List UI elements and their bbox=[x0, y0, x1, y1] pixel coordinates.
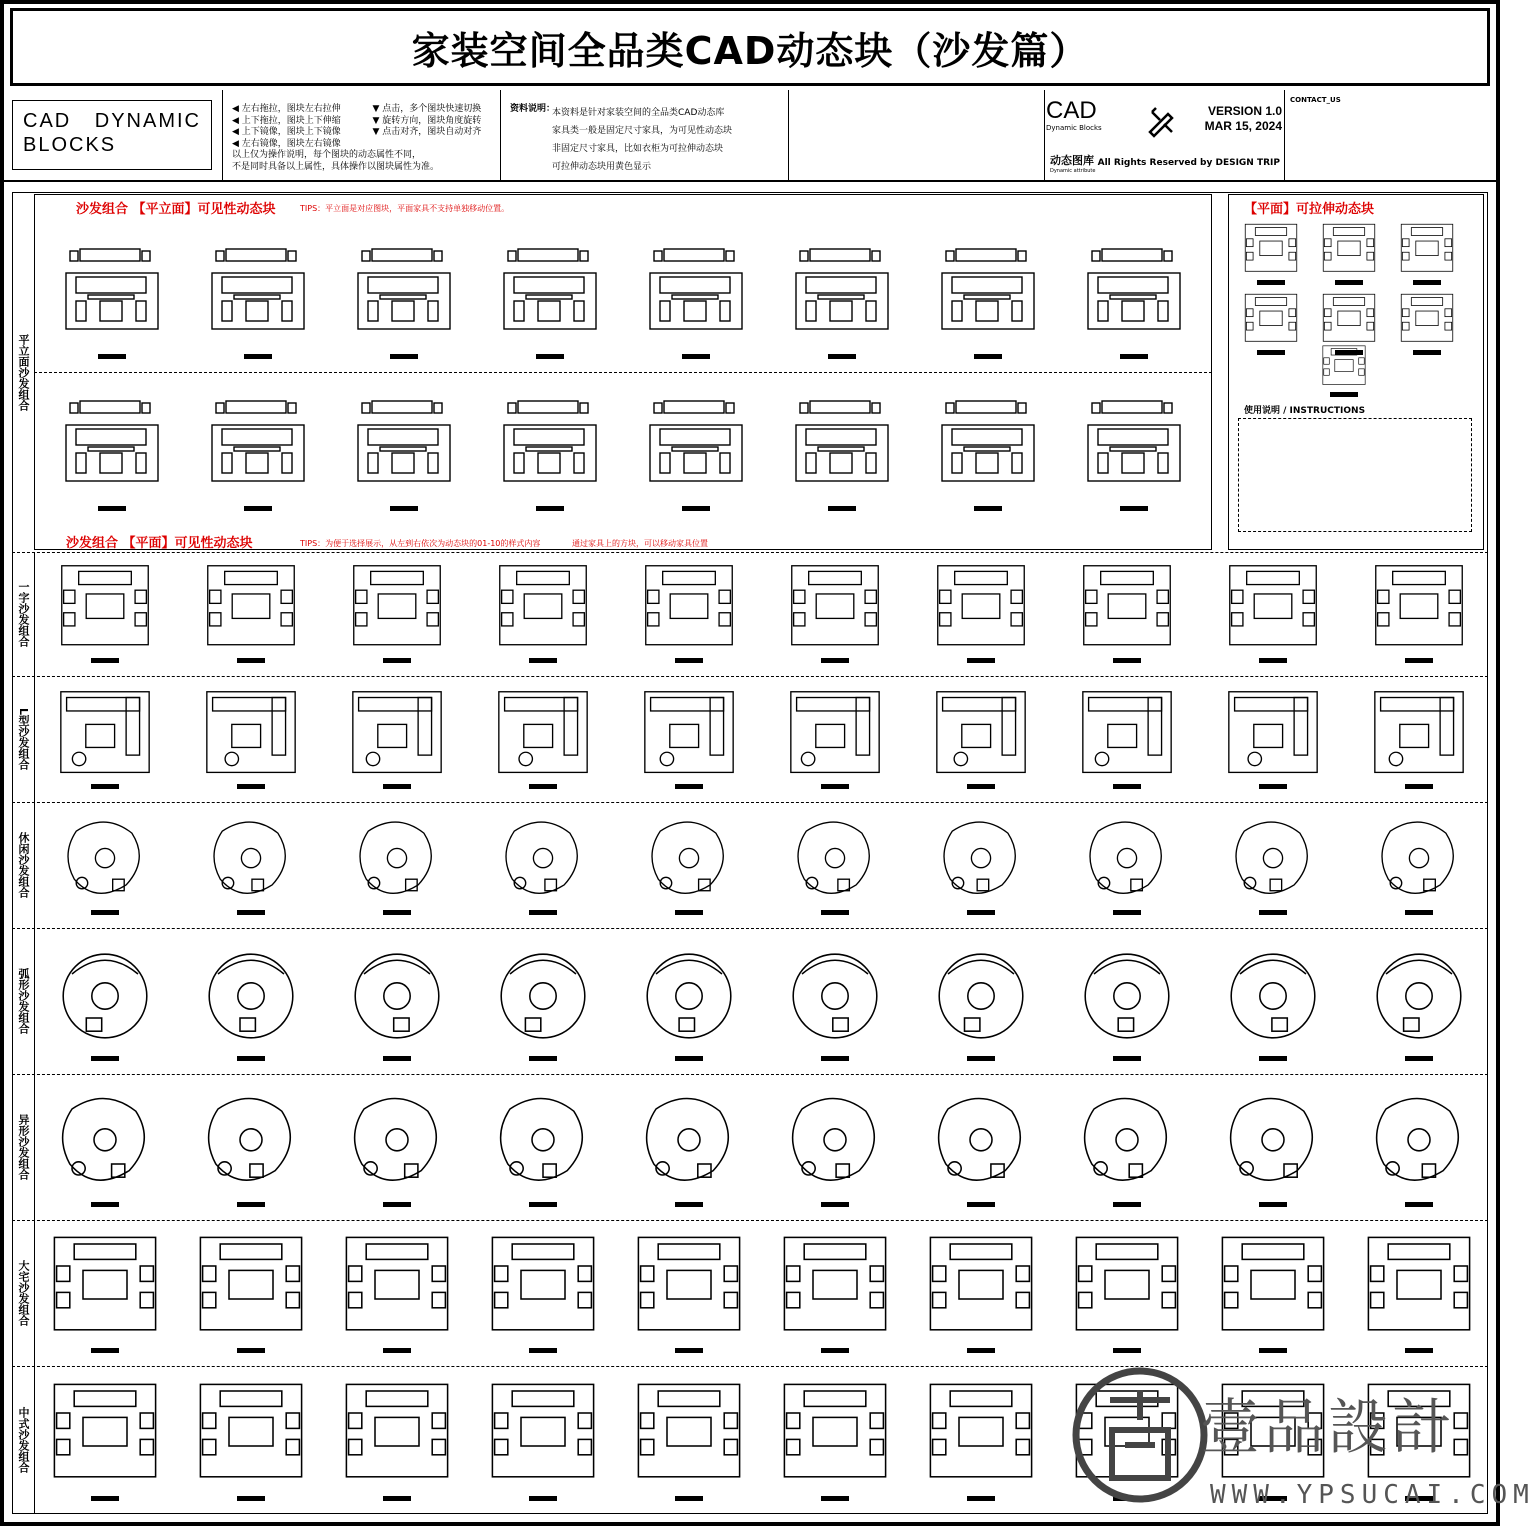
plan-sofa-block[interactable] bbox=[50, 1084, 160, 1200]
block-tag bbox=[1405, 784, 1433, 789]
block-tag bbox=[237, 658, 265, 663]
cad-brand-sub: Dynamic Blocks bbox=[1046, 124, 1102, 132]
block-tag bbox=[1120, 506, 1148, 511]
block-tag bbox=[383, 784, 411, 789]
plan-sofa-block[interactable] bbox=[50, 812, 160, 908]
plan-sofa-block[interactable] bbox=[50, 1376, 160, 1494]
block-tag bbox=[675, 658, 703, 663]
block-tag bbox=[529, 1496, 557, 1501]
block-tag bbox=[91, 1056, 119, 1061]
block-tag bbox=[98, 354, 126, 359]
elev-sofa-block[interactable] bbox=[646, 222, 746, 352]
block-tag bbox=[91, 784, 119, 789]
block-tag bbox=[828, 506, 856, 511]
op-note: 以上仅为操作说明，每个图块的动态属性不同， bbox=[232, 150, 422, 160]
block-tag bbox=[675, 1202, 703, 1207]
block-tag bbox=[383, 658, 411, 663]
plan-sofa-block[interactable] bbox=[488, 686, 598, 782]
plan-sofa-block[interactable] bbox=[926, 938, 1036, 1054]
block-tag bbox=[682, 354, 710, 359]
block-tag bbox=[1259, 784, 1287, 789]
row-side-label: L型沙发组合 bbox=[17, 707, 30, 770]
plan-sofa-block[interactable] bbox=[1364, 938, 1474, 1054]
block-tag bbox=[1113, 910, 1141, 915]
block-tag bbox=[98, 506, 126, 511]
block-tag bbox=[244, 506, 272, 511]
block-tag bbox=[237, 910, 265, 915]
op-note-right: ▼ 点击对齐，图块自动对齐 bbox=[372, 127, 482, 137]
plan-sofa-block[interactable] bbox=[1218, 562, 1328, 656]
row-divider bbox=[12, 928, 1488, 929]
block-tag bbox=[1259, 1202, 1287, 1207]
row-divider bbox=[12, 552, 1488, 553]
library-title: 动态图库 bbox=[1050, 154, 1094, 167]
right-panel-label: 【平面】可拉伸动态块 bbox=[1244, 202, 1375, 217]
op-note-right: ▼ 点击，多个图块快速切换 bbox=[372, 104, 482, 114]
date-text: MAR 15, 2024 bbox=[1204, 119, 1282, 133]
plan-sofa-block[interactable] bbox=[488, 938, 598, 1054]
block-tag bbox=[91, 658, 119, 663]
row-divider bbox=[12, 1220, 1488, 1221]
plan-sofa-block[interactable] bbox=[488, 1376, 598, 1494]
plan-section-tips2: 通过家具上的方块，可以移动家具位置 bbox=[572, 539, 708, 548]
block-tag bbox=[237, 784, 265, 789]
plan-sofa-block[interactable] bbox=[926, 1084, 1036, 1200]
block-tag bbox=[1113, 658, 1141, 663]
block-tag bbox=[967, 658, 995, 663]
plan-sofa-block[interactable] bbox=[780, 686, 890, 782]
logo-word-blocks: BLOCKS bbox=[23, 134, 117, 156]
block-tag bbox=[821, 910, 849, 915]
elev-sofa-block[interactable] bbox=[792, 222, 892, 352]
plan-sofa-block[interactable] bbox=[488, 1230, 598, 1346]
row-side-label: 一字沙发组合 bbox=[17, 581, 30, 647]
plan-sofa-block[interactable] bbox=[1218, 1230, 1328, 1346]
block-tag bbox=[821, 658, 849, 663]
op-note: ◀ 左右镜像，图块左右镜像 bbox=[232, 138, 341, 149]
plan-sofa-block[interactable] bbox=[50, 1230, 160, 1346]
row-side-label: 中式沙发组合 bbox=[17, 1407, 30, 1473]
block-tag bbox=[967, 1348, 995, 1353]
block-tag bbox=[91, 910, 119, 915]
plan-sofa-block[interactable] bbox=[780, 562, 890, 656]
plan-section-tips: TIPS：为便于选择展示，从左到右依次为动态块的01-10的样式内容 bbox=[300, 539, 541, 548]
plan-sofa-block[interactable] bbox=[50, 562, 160, 656]
plan-sofa-block[interactable] bbox=[196, 1230, 306, 1346]
version-block bbox=[1142, 104, 1282, 144]
block-tag bbox=[974, 506, 1002, 511]
stretch-block[interactable] bbox=[1318, 292, 1380, 348]
elev-sofa-block[interactable] bbox=[62, 222, 162, 352]
stretch-block[interactable] bbox=[1244, 344, 1444, 390]
block-tag bbox=[529, 910, 557, 915]
block-tag bbox=[237, 1496, 265, 1501]
block-tag bbox=[1113, 1348, 1141, 1353]
notes-title: 资料说明： bbox=[510, 104, 556, 114]
plan-sofa-block[interactable] bbox=[342, 686, 452, 782]
block-tag bbox=[1259, 658, 1287, 663]
plan-sofa-block[interactable] bbox=[342, 1230, 452, 1346]
plan-sofa-block[interactable] bbox=[926, 1230, 1036, 1346]
page-title: 家装空间全品类CAD动态块（沙发篇） bbox=[411, 28, 1089, 73]
elev-sofa-block[interactable] bbox=[500, 222, 600, 352]
plan-sofa-block[interactable] bbox=[488, 562, 598, 656]
plan-sofa-block[interactable] bbox=[50, 938, 160, 1054]
elev-section-tips: TIPS：平立面是对应图块，平面家具不支持单独移动位置。 bbox=[300, 204, 510, 213]
block-tag bbox=[536, 354, 564, 359]
plan-sofa-block[interactable] bbox=[780, 812, 890, 908]
block-tag bbox=[967, 1202, 995, 1207]
plan-sofa-block[interactable] bbox=[1364, 562, 1474, 656]
block-tag bbox=[1259, 910, 1287, 915]
stretch-block[interactable] bbox=[1396, 292, 1458, 348]
block-tag bbox=[1335, 280, 1363, 285]
block-tag bbox=[967, 910, 995, 915]
block-tag bbox=[91, 1202, 119, 1207]
row-divider bbox=[12, 1074, 1488, 1075]
block-tag bbox=[1257, 280, 1285, 285]
elev-sofa-block[interactable] bbox=[792, 374, 892, 504]
block-tag bbox=[1405, 1056, 1433, 1061]
block-tag bbox=[675, 910, 703, 915]
block-tag bbox=[91, 1496, 119, 1501]
elev-sofa-block[interactable] bbox=[938, 374, 1038, 504]
plan-sofa-block[interactable] bbox=[342, 938, 452, 1054]
elev-sofa-block[interactable] bbox=[354, 222, 454, 352]
row-side-label: 休闲沙发组合 bbox=[17, 832, 30, 898]
library-sub: Dynamic attribute bbox=[1050, 168, 1096, 174]
block-tag bbox=[237, 1056, 265, 1061]
block-tag bbox=[383, 1496, 411, 1501]
plan-sofa-block[interactable] bbox=[1072, 812, 1182, 908]
block-tag bbox=[675, 1348, 703, 1353]
elev-sofa-block[interactable] bbox=[208, 222, 308, 352]
plan-sofa-block[interactable] bbox=[1218, 686, 1328, 782]
stretch-block[interactable] bbox=[1318, 222, 1380, 278]
plan-sofa-block[interactable] bbox=[196, 938, 306, 1054]
material-note: 可拉伸动态块用黄色显示 bbox=[552, 162, 652, 172]
block-tag bbox=[1259, 1056, 1287, 1061]
block-tag bbox=[1120, 354, 1148, 359]
elev-section-label: 沙发组合 【平立面】可见性动态块 bbox=[76, 202, 276, 217]
block-tag bbox=[828, 354, 856, 359]
logo-word-dynamic: DYNAMIC bbox=[94, 110, 201, 132]
block-tag bbox=[529, 658, 557, 663]
plan-sofa-block[interactable] bbox=[342, 1376, 452, 1494]
plan-sofa-block[interactable] bbox=[634, 1084, 744, 1200]
block-tag bbox=[237, 1348, 265, 1353]
rights-text: All Rights Reserved by DESIGN TRIP bbox=[1097, 158, 1280, 168]
plan-section-label: 沙发组合 【平面】可见性动态块 bbox=[66, 536, 253, 551]
block-tag bbox=[675, 784, 703, 789]
plan-sofa-block[interactable] bbox=[1072, 938, 1182, 1054]
row-side-label: 弧形沙发组合 bbox=[17, 968, 30, 1034]
elev-sofa-block[interactable] bbox=[938, 222, 1038, 352]
elev-sofa-block[interactable] bbox=[646, 374, 746, 504]
op-note: ◀ 左右拖拉，图块左右拉伸 bbox=[232, 104, 341, 114]
plan-sofa-block[interactable] bbox=[634, 938, 744, 1054]
block-tag bbox=[91, 1348, 119, 1353]
block-tag bbox=[383, 1056, 411, 1061]
plan-sofa-block[interactable] bbox=[50, 686, 160, 782]
plan-sofa-block[interactable] bbox=[196, 562, 306, 656]
plan-sofa-block[interactable] bbox=[926, 562, 1036, 656]
plan-sofa-block[interactable] bbox=[1072, 686, 1182, 782]
row-divider bbox=[12, 676, 1488, 677]
stretch-block[interactable] bbox=[1240, 292, 1302, 348]
elev-sofa-block[interactable] bbox=[354, 374, 454, 504]
library-line bbox=[1050, 152, 1280, 174]
elev-sofa-block[interactable] bbox=[62, 374, 162, 504]
op-note: 不是同时具备以上属性，具体操作以图块属性为准。 bbox=[232, 161, 440, 172]
plan-sofa-block[interactable] bbox=[488, 1084, 598, 1200]
cad-dynamic-logo bbox=[12, 100, 212, 170]
block-tag bbox=[974, 354, 1002, 359]
block-tag bbox=[821, 1202, 849, 1207]
plan-sofa-block[interactable] bbox=[1218, 1084, 1328, 1200]
block-tag bbox=[821, 1056, 849, 1061]
op-note: ◀ 上下镜像，图块上下镜像 bbox=[232, 127, 341, 137]
plan-sofa-block[interactable] bbox=[634, 686, 744, 782]
block-tag bbox=[1405, 1202, 1433, 1207]
plan-sofa-block[interactable] bbox=[1072, 562, 1182, 656]
block-tag bbox=[529, 1348, 557, 1353]
material-notes bbox=[510, 100, 780, 176]
block-tag bbox=[529, 1056, 557, 1061]
row-side-label: 大宅沙发组合 bbox=[17, 1260, 30, 1326]
side-column-line bbox=[34, 552, 35, 1514]
title-bar bbox=[10, 8, 1490, 86]
block-tag bbox=[675, 1056, 703, 1061]
block-tag bbox=[1405, 910, 1433, 915]
plan-sofa-block[interactable] bbox=[1364, 1230, 1474, 1346]
row-divider bbox=[12, 802, 1488, 803]
plan-sofa-block[interactable] bbox=[634, 1376, 744, 1494]
plan-sofa-block[interactable] bbox=[1364, 686, 1474, 782]
block-tag bbox=[821, 1496, 849, 1501]
op-note-right: ▼ 旋转方向，图块角度旋转 bbox=[372, 115, 482, 126]
block-tag bbox=[821, 784, 849, 789]
block-tag bbox=[244, 354, 272, 359]
watermark-url: WWW.YPSUCAI.COM bbox=[1210, 1480, 1535, 1510]
plan-sofa-block[interactable] bbox=[196, 686, 306, 782]
instructions-box bbox=[1238, 418, 1472, 532]
plan-sofa-block[interactable] bbox=[1364, 812, 1474, 908]
cad-brand-word: CAD bbox=[1046, 97, 1097, 124]
block-tag bbox=[675, 1496, 703, 1501]
block-tag bbox=[529, 1202, 557, 1207]
plan-sofa-block[interactable] bbox=[488, 812, 598, 908]
elev-sofa-block[interactable] bbox=[1084, 374, 1184, 504]
block-tag bbox=[967, 784, 995, 789]
version-text: VERSION 1.0 bbox=[1207, 104, 1282, 118]
plan-sofa-block[interactable] bbox=[780, 1376, 890, 1494]
block-tag bbox=[383, 1202, 411, 1207]
elev-sofa-block[interactable] bbox=[208, 374, 308, 504]
contact-label: CONTACT_US bbox=[1290, 96, 1341, 104]
row-side-label: 平立面沙发组合 bbox=[17, 333, 30, 411]
row-side-label: 异形沙发组合 bbox=[17, 1114, 30, 1180]
operation-notes bbox=[232, 104, 492, 173]
plan-sofa-block[interactable] bbox=[926, 812, 1036, 908]
block-tag bbox=[536, 506, 564, 511]
logo-word-cad: CAD bbox=[23, 110, 72, 132]
block-tag bbox=[1405, 658, 1433, 663]
op-note: ◀ 上下拖拉，图块上下伸缩 bbox=[232, 115, 341, 126]
block-tag bbox=[1413, 280, 1441, 285]
plan-sofa-block[interactable] bbox=[342, 812, 452, 908]
plan-sofa-block[interactable] bbox=[1218, 938, 1328, 1054]
block-tag bbox=[682, 506, 710, 511]
material-note: 家具类一般是固定尺寸家具，为可见性动态块 bbox=[552, 126, 733, 136]
block-tag bbox=[967, 1056, 995, 1061]
watermark-text: 壹品設計 bbox=[1200, 1393, 1456, 1463]
block-tag bbox=[967, 1496, 995, 1501]
block-tag bbox=[383, 910, 411, 915]
plan-sofa-block[interactable] bbox=[196, 812, 306, 908]
elev-sofa-block[interactable] bbox=[500, 374, 600, 504]
plan-sofa-block[interactable] bbox=[1072, 1084, 1182, 1200]
block-tag bbox=[390, 354, 418, 359]
plan-sofa-block[interactable] bbox=[634, 812, 744, 908]
block-tag bbox=[237, 1202, 265, 1207]
plan-sofa-block[interactable] bbox=[1218, 812, 1328, 908]
plan-sofa-block[interactable] bbox=[926, 1376, 1036, 1494]
plan-sofa-block[interactable] bbox=[926, 686, 1036, 782]
stretch-block[interactable] bbox=[1396, 222, 1458, 278]
plan-sofa-block[interactable] bbox=[780, 1230, 890, 1346]
plan-sofa-block[interactable] bbox=[634, 562, 744, 656]
elev-sofa-block[interactable] bbox=[1084, 222, 1184, 352]
block-tag bbox=[1330, 392, 1358, 397]
plan-sofa-block[interactable] bbox=[196, 1376, 306, 1494]
plan-sofa-block[interactable] bbox=[342, 1084, 452, 1200]
block-tag bbox=[1113, 1056, 1141, 1061]
plan-sofa-block[interactable] bbox=[196, 1084, 306, 1200]
plan-sofa-block[interactable] bbox=[780, 1084, 890, 1200]
block-tag bbox=[821, 1348, 849, 1353]
instructions-title: 使用说明 / INSTRUCTIONS bbox=[1244, 406, 1366, 416]
stretch-block[interactable] bbox=[1240, 222, 1302, 278]
block-tag bbox=[1113, 784, 1141, 789]
elev-divider bbox=[34, 372, 1212, 373]
plan-sofa-block[interactable] bbox=[342, 562, 452, 656]
material-note: 非固定尺寸家具，比如衣柜为可拉伸动态块 bbox=[552, 144, 724, 154]
plan-sofa-block[interactable] bbox=[780, 938, 890, 1054]
block-tag bbox=[1259, 1348, 1287, 1353]
plan-sofa-block[interactable] bbox=[634, 1230, 744, 1346]
plan-sofa-block[interactable] bbox=[1072, 1230, 1182, 1346]
block-tag bbox=[383, 1348, 411, 1353]
block-tag bbox=[1405, 1348, 1433, 1353]
block-tag bbox=[1113, 1202, 1141, 1207]
material-note: 本资料是针对家装空间的全品类CAD动态库 bbox=[552, 108, 725, 118]
block-tag bbox=[529, 784, 557, 789]
block-tag bbox=[390, 506, 418, 511]
plan-sofa-block[interactable] bbox=[1364, 1084, 1474, 1200]
